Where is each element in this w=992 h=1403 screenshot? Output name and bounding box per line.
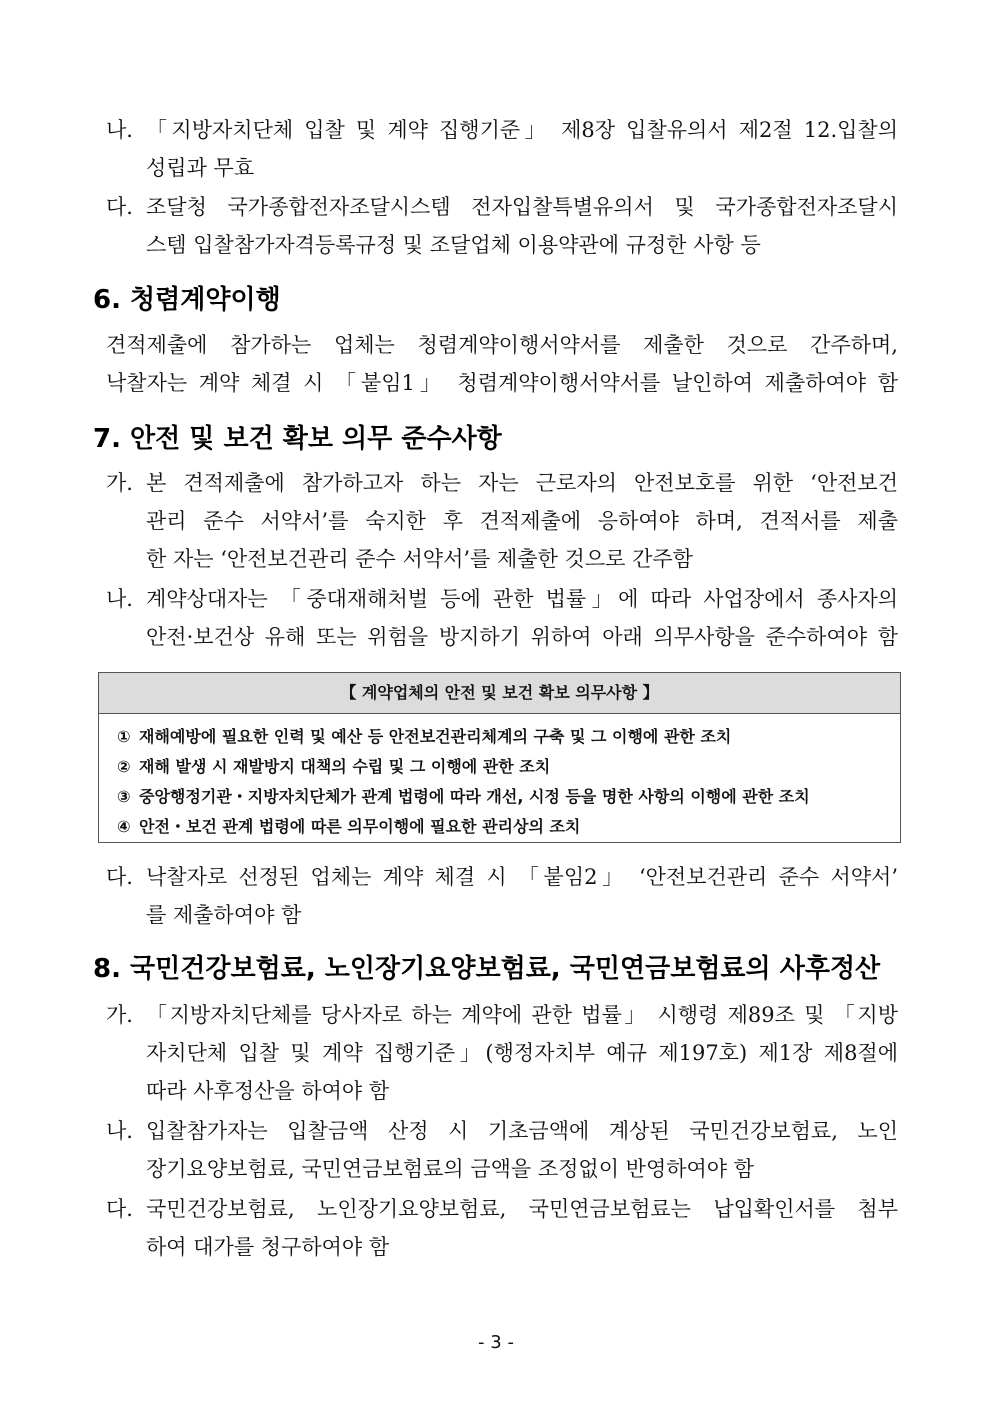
item-line: 국민건강보험료, 노인장기요양보험료, 국민연금보험료는 납입확인서를 첨부	[146, 1197, 898, 1221]
obligation-item	[117, 722, 900, 752]
obligation-item	[117, 782, 900, 812]
item-line: 관리 준수 서약서’를 숙지한 후 견적제출에 응하여야 하며, 견적서를 제출	[146, 509, 898, 533]
circled-number: ②	[117, 757, 131, 776]
obligations-box	[98, 672, 901, 843]
obligations-list	[99, 714, 900, 842]
item-marker: 다.	[106, 1197, 133, 1221]
list-item	[106, 111, 898, 187]
section-8-title: 8. 국민건강보험료, 노인장기요양보험료, 국민연금보험료의 사후정산	[93, 954, 881, 984]
obligation-text: 재해 발생 시 재발방지 대책의 수립 및 그 이행에 관한 조치	[139, 757, 551, 776]
item-marker: 다.	[106, 195, 133, 219]
circled-number: ③	[117, 787, 131, 806]
item-line: 자치단체 입찰 및 계약 집행기준」(행정자치부 예규 제197호) 제1장 제8절에	[146, 1041, 898, 1065]
item-line: 본 견적제출에 참가하고자 하는 자는 근로자의 안전보호를 위한 ‘안전보건	[146, 471, 898, 495]
item-marker: 가.	[106, 1003, 133, 1027]
item-marker: 나.	[106, 587, 133, 611]
page-number: - 3 -	[478, 1332, 514, 1353]
paragraph-line: 낙찰자는 계약 체결 시 「붙임1」 청렴계약이행서약서를 날인하여 제출하여야 함	[106, 371, 898, 395]
obligation-text: 재해예방에 필요한 인력 및 예산 등 안전보건관리체계의 구축 및 그 이행에 관한 조치	[139, 727, 732, 746]
item-line: 따라 사후정산을 하여야 함	[146, 1079, 390, 1103]
item-line: 계약상대자는 「중대재해처벌 등에 관한 법률」에 따라 사업장에서 종사자의	[146, 587, 898, 611]
list-item	[106, 188, 898, 264]
list-item	[106, 1190, 898, 1266]
item-line: 스템 입찰참가자격등록규정 및 조달업체 이용약관에 규정한 사항 등	[146, 233, 761, 257]
item-line: 입찰참가자는 입찰금액 산정 시 기초금액에 계상된 국민건강보험료, 노인	[146, 1119, 898, 1143]
circled-number: ④	[117, 817, 131, 836]
item-marker: 나.	[106, 118, 133, 142]
obligation-text: 중앙행정기관・지방자치단체가 관계 법령에 따라 개선, 시정 등을 명한 사항의 이행에 관한 조치	[139, 787, 810, 806]
section-7-title: 7. 안전 및 보건 확보 의무 준수사항	[93, 424, 502, 454]
obligation-item	[117, 752, 900, 782]
item-marker: 가.	[106, 471, 133, 495]
item-marker: 나.	[106, 1119, 133, 1143]
item-line: 조달청 국가종합전자조달시스템 전자입찰특별유의서 및 국가종합전자조달시	[146, 195, 898, 219]
item-line: 「지방자치단체 입찰 및 계약 집행기준」 제8장 입찰유의서 제2절 12.입찰의	[146, 118, 898, 142]
obligation-item	[117, 812, 900, 842]
item-line: 한 자는 ‘안전보건관리 준수 서약서’를 제출한 것으로 간주함	[146, 547, 693, 571]
obligations-box-title: 【 계약업체의 안전 및 보건 확보 의무사항 】	[99, 673, 900, 714]
item-line: 안전·보건상 유해 또는 위험을 방지하기 위하여 아래 의무사항을 준수하여야 함	[146, 625, 898, 649]
list-item	[106, 996, 898, 1110]
item-line: 하여 대가를 청구하여야 함	[146, 1235, 390, 1259]
item-line: 「지방자치단체를 당사자로 하는 계약에 관한 법률」 시행령 제89조 및 「지방	[146, 1003, 898, 1027]
item-line: 장기요양보험료, 국민연금보험료의 금액을 조정없이 반영하여야 함	[146, 1157, 755, 1181]
item-marker: 다.	[106, 865, 133, 889]
item-line: 성립과 무효	[146, 156, 255, 180]
item-line: 낙찰자로 선정된 업체는 계약 체결 시 「붙임2」 ‘안전보건관리 준수 서약서’	[146, 865, 898, 889]
list-item	[106, 858, 898, 934]
list-item	[106, 1112, 898, 1188]
paragraph-line: 견적제출에 참가하는 업체는 청렴계약이행서약서를 제출한 것으로 간주하며,	[106, 333, 898, 357]
obligation-text: 안전・보건 관계 법령에 따른 의무이행에 필요한 관리상의 조치	[139, 817, 581, 836]
list-item	[106, 580, 898, 656]
section-6-paragraph	[106, 326, 898, 402]
section-6-title: 6. 청렴계약이행	[93, 285, 281, 315]
circled-number: ①	[117, 727, 131, 746]
list-item	[106, 464, 898, 578]
item-line: 를 제출하여야 함	[146, 903, 302, 927]
